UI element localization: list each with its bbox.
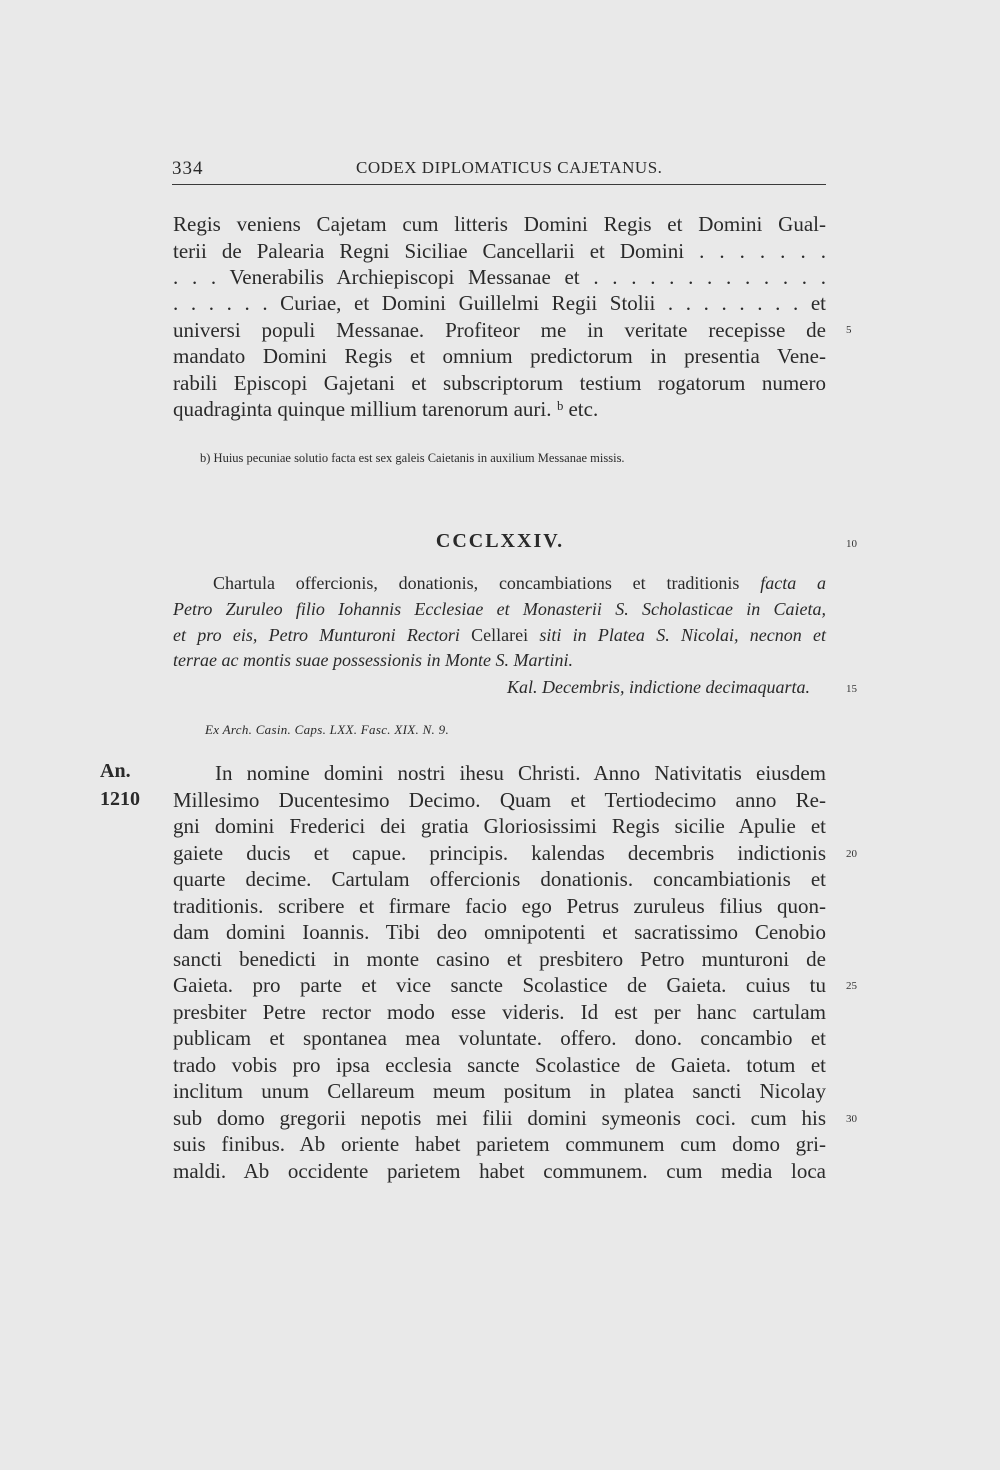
summary-line	[173, 623, 826, 648]
summary-text: Cellarei	[471, 625, 540, 645]
line-number: 10	[846, 538, 857, 550]
summary-line	[213, 571, 826, 596]
summary-line	[173, 648, 826, 673]
summary-line	[173, 597, 826, 622]
text-line: Regis veniens Cajetam cum litteris Domini Regis et Domini Gual-	[173, 212, 826, 236]
margin-year: 1210	[100, 788, 140, 810]
text-line: . . . . . . Curiae, et Domini Guillelmi Regii Stolii . . . . . . . . et	[173, 291, 826, 315]
text-line: maldi. Ab occidente parietem habet communem. cum media loca	[173, 1159, 826, 1183]
text-line: inclitum unum Cellareum meum positum in platea sancti Nicolay	[173, 1079, 826, 1103]
line-number: 5	[846, 324, 852, 336]
header-rule	[172, 184, 826, 185]
summary-text: facta a	[760, 573, 826, 593]
margin-year-label: An.	[100, 760, 131, 782]
summary-text: siti in Platea S. Nicolai, necnon et	[539, 625, 826, 645]
text-line: suis finibus. Ab oriente habet parietem communem cum domo gri-	[173, 1132, 826, 1156]
text-line: presbiter Petre rector modo esse videris. Id est per hanc cartulam	[173, 1000, 826, 1024]
archive-source: Ex Arch. Casin. Caps. LXX. Fasc. XIX. N. 9.	[205, 722, 449, 737]
line-number: 25	[846, 980, 857, 992]
line-number: 30	[846, 1113, 857, 1125]
text-line: mandato Domini Regis et omnium predictorum in presentia Vene-	[173, 344, 826, 368]
line-number: 20	[846, 848, 857, 860]
summary-date	[173, 675, 810, 700]
summary-text: terrae ac montis suae possessionis in Monte S. Martini.	[173, 650, 573, 670]
summary-text: Chartula offercionis, donationis, concambiations et traditionis	[213, 573, 761, 593]
summary-text: Kal. Decembris, indictione decimaquarta.	[507, 677, 810, 697]
text-line: universi populi Messanae. Profiteor me in veritate recepisse de	[173, 318, 826, 342]
text-line: quarte decime. Cartulam offercionis donationis. concambiationis et	[173, 867, 826, 891]
text-line: trado vobis pro ipsa ecclesia sancte Scolastice de Gaieta. totum et	[173, 1053, 826, 1077]
text-line: dam domini Ioannis. Tibi deo omnipotenti et sacratissimo Cenobio	[173, 920, 826, 944]
running-title: CODEX DIPLOMATICUS CAJETANUS.	[356, 158, 663, 177]
line-number: 15	[846, 683, 857, 695]
text-line: In nomine domini nostri ihesu Christi. Anno Nativitatis eiusdem	[215, 761, 826, 785]
text-line: traditionis. scribere et firmare facio ego Petrus zuruleus filius quon-	[173, 894, 826, 918]
text-line: Millesimo Ducentesimo Decimo. Quam et Tertiodecimo anno Re-	[173, 788, 826, 812]
text-line: Gaieta. pro parte et vice sancte Scolastice de Gaieta. cuius tu	[173, 973, 826, 997]
text-line: . . . Venerabilis Archiepiscopi Messanae et . . . . . . . . . . . . .	[173, 265, 826, 289]
text-line: rabili Episcopi Gajetani et subscriptorum testium rogatorum numero	[173, 371, 826, 395]
text-line: gaiete ducis et capue. principis. kalendas decembris indictionis	[173, 841, 826, 865]
document-number: CCCLXXIV.	[435, 530, 565, 552]
summary-text: Petro Zuruleo filio Iohannis Ecclesiae et Monasterii S. Scholasticae in Caieta,	[173, 599, 826, 619]
text-line: quadraginta quinque millium tarenorum auri. ᵇ etc.	[173, 397, 599, 421]
summary-text: et pro eis, Petro Munturoni Rectori	[173, 625, 472, 645]
text-line: gni domini Frederici dei gratia Gloriosissimi Regis sicilie Apulie et	[173, 814, 826, 838]
text-line: sancti benedicti in monte casino et presbitero Petro munturoni de	[173, 947, 826, 971]
text-line: sub domo gregorii nepotis mei filii domini symeonis coci. cum his	[173, 1106, 826, 1130]
text-line: terii de Palearia Regni Siciliae Cancellarii et Domini . . . . . . .	[173, 239, 826, 263]
footnote: b) Huius pecuniae solutio facta est sex galeis Caietanis in auxilium Messanae missis.	[200, 451, 625, 465]
text-line: publicam et spontanea mea voluntate. offero. dono. concambio et	[173, 1026, 826, 1050]
page-number: 334	[172, 158, 204, 179]
